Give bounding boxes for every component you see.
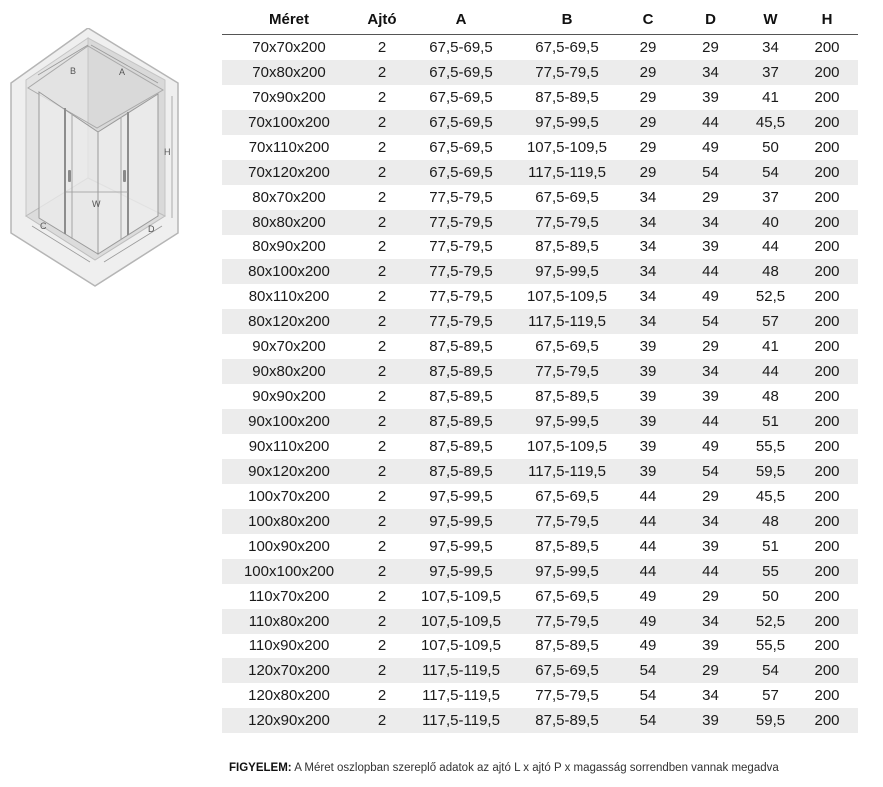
cell-w: 45,5	[755, 487, 786, 505]
cell-c: 29	[620, 110, 676, 135]
table-row	[222, 35, 858, 60]
cell-w: 54	[745, 160, 796, 185]
table-row	[222, 658, 858, 683]
cell-w: 41	[762, 88, 779, 106]
cell-door: 2	[377, 38, 387, 56]
cell-b: 107,5-109,5	[526, 437, 608, 455]
cell-h: 200	[814, 587, 840, 605]
footnote-text: A Méret oszlopban szereplő adatok az ajtó L x ajtó P x magasság sorrendben vannak megadva	[294, 762, 779, 774]
table-header-row	[222, 4, 858, 35]
cell-b: 67,5-69,5	[535, 38, 599, 56]
cell-door: 2	[377, 338, 387, 356]
cell-d: 34	[676, 210, 745, 235]
header-c: C	[642, 10, 654, 28]
cell-b: 77,5-79,5	[514, 509, 620, 534]
cell-a: 67,5-69,5	[429, 138, 493, 156]
cell-c: 29	[620, 60, 676, 85]
cell-size: 80x110x200	[248, 288, 330, 306]
cell-size: 80x100x200	[222, 259, 356, 284]
cell-door: 2	[356, 160, 408, 185]
cell-size: 100x100x200	[222, 559, 356, 584]
cell-c: 29	[620, 160, 676, 185]
table-row	[222, 609, 858, 634]
cell-h: 200	[796, 309, 858, 334]
cell-h: 200	[814, 487, 840, 505]
cell-a: 87,5-89,5	[408, 359, 514, 384]
cell-door: 2	[356, 658, 408, 683]
cell-w: 44	[762, 238, 779, 256]
header-a: A	[455, 10, 467, 28]
cell-d: 39	[702, 637, 719, 655]
footnote-label: FIGYELEM:	[229, 762, 292, 774]
cell-w: 55	[745, 559, 796, 584]
cell-w: 50	[762, 587, 779, 605]
cell-c: 39	[639, 388, 657, 406]
cell-b: 117,5-119,5	[514, 309, 620, 334]
cell-h: 200	[796, 210, 858, 235]
cell-w: 51	[762, 537, 779, 555]
cell-a: 67,5-69,5	[408, 110, 514, 135]
cell-size: 80x120x200	[222, 309, 356, 334]
header-h: H	[821, 10, 833, 28]
cell-size: 90x100x200	[222, 409, 356, 434]
table-row	[222, 359, 858, 384]
table-row	[222, 110, 858, 135]
size-spec-table	[222, 4, 858, 733]
cell-b: 77,5-79,5	[535, 687, 599, 705]
cell-c: 39	[620, 459, 676, 484]
cell-c: 54	[620, 658, 676, 683]
cell-h: 200	[814, 38, 840, 56]
cell-c: 54	[639, 687, 657, 705]
cell-h: 200	[796, 459, 858, 484]
table-row	[222, 509, 858, 534]
cell-w: 34	[762, 38, 779, 56]
cell-h: 200	[814, 188, 840, 206]
cell-a: 117,5-119,5	[408, 708, 514, 733]
cell-w: 59,5	[745, 708, 796, 733]
cell-d: 44	[676, 559, 745, 584]
cell-b: 67,5-69,5	[535, 487, 599, 505]
cell-a: 107,5-109,5	[408, 609, 514, 634]
cell-w: 50	[762, 138, 779, 156]
cell-c: 49	[639, 637, 657, 655]
cell-door: 2	[356, 559, 408, 584]
cell-door: 2	[377, 487, 387, 505]
cell-h: 200	[814, 437, 840, 455]
cell-b: 87,5-89,5	[535, 637, 599, 655]
table-row	[222, 259, 858, 284]
table-row	[222, 135, 858, 160]
table-row	[222, 160, 858, 185]
cell-a: 117,5-119,5	[422, 687, 500, 705]
cell-c: 29	[639, 88, 657, 106]
cell-d: 29	[702, 38, 719, 56]
table-body	[222, 35, 858, 734]
header-door: Ajtó	[367, 10, 397, 28]
cell-a: 87,5-89,5	[429, 437, 493, 455]
cell-a: 77,5-79,5	[408, 309, 514, 334]
cell-w: 37	[762, 188, 779, 206]
cell-c: 39	[620, 359, 676, 384]
table-row	[222, 85, 858, 110]
cell-a: 97,5-99,5	[429, 487, 493, 505]
cell-size: 100x80x200	[222, 509, 356, 534]
label-b: B	[70, 66, 77, 76]
table-row	[222, 60, 858, 85]
cell-d: 34	[676, 359, 745, 384]
cell-door: 2	[356, 60, 408, 85]
cell-d: 39	[702, 537, 719, 555]
cell-b: 67,5-69,5	[535, 338, 599, 356]
table-row	[222, 384, 858, 409]
table-row	[222, 210, 858, 235]
cell-c: 34	[620, 210, 676, 235]
handle-right-icon	[123, 170, 126, 182]
cell-h: 200	[796, 60, 858, 85]
cell-door: 2	[356, 359, 408, 384]
table-row	[222, 484, 858, 509]
cell-b: 97,5-99,5	[514, 110, 620, 135]
cell-door: 2	[377, 437, 387, 455]
cell-w: 45,5	[745, 110, 796, 135]
cell-door: 2	[377, 238, 387, 256]
handle-left-icon	[68, 170, 71, 182]
table-row	[222, 584, 858, 609]
cell-size: 70x110x200	[248, 138, 330, 156]
cell-a: 77,5-79,5	[408, 259, 514, 284]
cell-b: 97,5-99,5	[514, 259, 620, 284]
cell-h: 200	[814, 388, 840, 406]
cell-w: 52,5	[745, 609, 796, 634]
cell-size: 120x90x200	[222, 708, 356, 733]
cell-b: 87,5-89,5	[535, 238, 599, 256]
cell-h: 200	[796, 609, 858, 634]
header-size: Méret	[268, 10, 309, 28]
table-row	[222, 409, 858, 434]
cell-d: 54	[676, 160, 745, 185]
cell-d: 39	[702, 238, 719, 256]
table-row	[222, 708, 858, 733]
cell-size: 80x90x200	[252, 238, 326, 256]
cell-c: 39	[639, 437, 657, 455]
cell-a: 87,5-89,5	[408, 409, 514, 434]
cell-h: 200	[796, 359, 858, 384]
cell-a: 67,5-69,5	[429, 38, 493, 56]
cell-a: 117,5-119,5	[408, 658, 514, 683]
table-row	[222, 334, 858, 359]
cell-w: 59,5	[745, 459, 796, 484]
cell-door: 2	[356, 509, 408, 534]
cell-b: 107,5-109,5	[526, 138, 608, 156]
cell-size: 70x90x200	[252, 88, 326, 106]
cell-a: 67,5-69,5	[408, 60, 514, 85]
cell-c: 29	[639, 138, 657, 156]
cell-b: 67,5-69,5	[535, 587, 599, 605]
cell-c: 44	[620, 559, 676, 584]
cell-w: 57	[762, 687, 779, 705]
cell-d: 39	[676, 708, 745, 733]
cell-d: 54	[676, 459, 745, 484]
cell-b: 67,5-69,5	[514, 658, 620, 683]
cell-a: 97,5-99,5	[408, 509, 514, 534]
cell-a: 87,5-89,5	[429, 338, 493, 356]
cell-size: 90x80x200	[222, 359, 356, 384]
header-b: B	[561, 10, 573, 28]
cell-d: 44	[676, 409, 745, 434]
table-row	[222, 559, 858, 584]
label-d: D	[148, 224, 155, 234]
cell-b: 107,5-109,5	[526, 288, 608, 306]
cell-b: 77,5-79,5	[514, 60, 620, 85]
cell-door: 2	[377, 388, 387, 406]
cell-door: 2	[356, 259, 408, 284]
cell-d: 29	[702, 188, 719, 206]
table-row	[222, 284, 858, 309]
cell-a: 107,5-109,5	[420, 587, 502, 605]
cell-b: 77,5-79,5	[514, 210, 620, 235]
cell-door: 2	[356, 210, 408, 235]
cell-c: 34	[639, 188, 657, 206]
table-row	[222, 459, 858, 484]
cell-b: 87,5-89,5	[535, 537, 599, 555]
cell-h: 200	[796, 658, 858, 683]
label-h: H	[164, 147, 171, 157]
cell-b: 117,5-119,5	[514, 160, 620, 185]
cell-d: 34	[676, 609, 745, 634]
cell-size: 100x70x200	[248, 487, 330, 505]
cell-c: 44	[620, 509, 676, 534]
cell-c: 34	[639, 238, 657, 256]
cell-d: 29	[676, 658, 745, 683]
cell-size: 110x80x200	[222, 609, 356, 634]
cell-d: 39	[702, 88, 719, 106]
cell-a: 67,5-69,5	[408, 160, 514, 185]
cell-b: 87,5-89,5	[535, 388, 599, 406]
cell-w: 37	[745, 60, 796, 85]
cell-door: 2	[377, 637, 387, 655]
cell-door: 2	[377, 537, 387, 555]
cell-door: 2	[356, 409, 408, 434]
cell-size: 70x100x200	[222, 110, 356, 135]
cell-door: 2	[356, 459, 408, 484]
table-row	[222, 309, 858, 334]
cell-b: 97,5-99,5	[514, 409, 620, 434]
cell-size: 70x120x200	[222, 160, 356, 185]
cell-a: 77,5-79,5	[429, 288, 493, 306]
cell-h: 200	[814, 637, 840, 655]
cell-h: 200	[814, 537, 840, 555]
cell-c: 34	[620, 259, 676, 284]
cell-c: 49	[639, 587, 657, 605]
cell-door: 2	[356, 708, 408, 733]
cell-b: 67,5-69,5	[535, 188, 599, 206]
cell-door: 2	[377, 687, 387, 705]
cell-w: 41	[762, 338, 779, 356]
cell-door: 2	[356, 309, 408, 334]
cell-d: 49	[702, 138, 719, 156]
cell-size: 90x120x200	[222, 459, 356, 484]
cell-w: 55,5	[755, 437, 786, 455]
cell-d: 49	[702, 437, 719, 455]
cell-size: 110x70x200	[248, 587, 330, 605]
cell-size: 70x80x200	[222, 60, 356, 85]
cell-c: 39	[620, 409, 676, 434]
cell-w: 48	[745, 259, 796, 284]
cell-h: 200	[814, 138, 840, 156]
cell-b: 97,5-99,5	[514, 559, 620, 584]
cell-size: 80x80x200	[222, 210, 356, 235]
cell-d: 54	[676, 309, 745, 334]
label-a: A	[119, 67, 126, 77]
cell-w: 44	[745, 359, 796, 384]
cell-h: 200	[814, 288, 840, 306]
cell-size: 100x90x200	[248, 537, 330, 555]
cell-size: 120x70x200	[222, 658, 356, 683]
cell-a: 87,5-89,5	[429, 388, 493, 406]
cell-d: 34	[676, 509, 745, 534]
cell-h: 200	[796, 409, 858, 434]
cell-d: 44	[676, 110, 745, 135]
table-row	[222, 185, 858, 210]
cell-size: 90x70x200	[252, 338, 326, 356]
cell-a: 77,5-79,5	[429, 188, 493, 206]
table-row	[222, 683, 858, 708]
cell-door: 2	[377, 188, 387, 206]
cell-w: 48	[745, 509, 796, 534]
shower-dimension-diagram	[8, 28, 198, 290]
cell-w: 51	[745, 409, 796, 434]
table-row	[222, 534, 858, 559]
cell-d: 44	[676, 259, 745, 284]
cell-h: 200	[814, 338, 840, 356]
cell-a: 97,5-99,5	[408, 559, 514, 584]
cell-h: 200	[796, 110, 858, 135]
cell-b: 117,5-119,5	[514, 459, 620, 484]
header-d: D	[705, 10, 716, 28]
table-row	[222, 235, 858, 260]
cell-a: 107,5-109,5	[420, 637, 502, 655]
cell-d: 49	[702, 288, 719, 306]
cell-w: 48	[762, 388, 779, 406]
cell-c: 44	[639, 487, 657, 505]
label-w: W	[92, 199, 101, 209]
header-w: W	[763, 10, 778, 28]
cell-c: 39	[639, 338, 657, 356]
cell-door: 2	[377, 587, 387, 605]
cell-c: 29	[639, 38, 657, 56]
cell-w: 52,5	[755, 288, 786, 306]
cell-door: 2	[356, 609, 408, 634]
cell-size: 70x70x200	[252, 38, 326, 56]
cell-size: 80x70x200	[252, 188, 326, 206]
cell-size: 120x80x200	[248, 687, 330, 705]
cell-door: 2	[356, 110, 408, 135]
cell-door: 2	[377, 288, 387, 306]
cell-w: 54	[745, 658, 796, 683]
cell-door: 2	[377, 88, 387, 106]
cell-h: 200	[796, 259, 858, 284]
cell-c: 44	[639, 537, 657, 555]
cell-b: 77,5-79,5	[514, 609, 620, 634]
cell-w: 57	[745, 309, 796, 334]
cell-h: 200	[796, 559, 858, 584]
cell-a: 67,5-69,5	[429, 88, 493, 106]
cell-b: 87,5-89,5	[535, 88, 599, 106]
cell-d: 39	[702, 388, 719, 406]
cell-w: 55,5	[755, 637, 786, 655]
cell-c: 54	[620, 708, 676, 733]
cell-size: 110x90x200	[248, 637, 330, 655]
cell-h: 200	[796, 509, 858, 534]
cell-door: 2	[377, 138, 387, 156]
cell-b: 87,5-89,5	[514, 708, 620, 733]
footnote	[229, 762, 779, 774]
cell-size: 90x110x200	[248, 437, 330, 455]
table-row	[222, 434, 858, 459]
cell-d: 29	[702, 338, 719, 356]
cell-h: 200	[796, 708, 858, 733]
cell-w: 40	[745, 210, 796, 235]
cell-d: 29	[702, 587, 719, 605]
cell-size: 90x90x200	[252, 388, 326, 406]
cell-c: 49	[620, 609, 676, 634]
cell-h: 200	[814, 88, 840, 106]
cell-a: 77,5-79,5	[408, 210, 514, 235]
label-c: C	[40, 221, 47, 231]
cell-h: 200	[796, 160, 858, 185]
cell-a: 77,5-79,5	[429, 238, 493, 256]
cell-h: 200	[814, 238, 840, 256]
cell-d: 34	[676, 60, 745, 85]
table-row	[222, 634, 858, 659]
cell-d: 34	[702, 687, 719, 705]
cell-a: 87,5-89,5	[408, 459, 514, 484]
cell-a: 97,5-99,5	[429, 537, 493, 555]
cell-d: 29	[702, 487, 719, 505]
cell-c: 34	[639, 288, 657, 306]
cell-h: 200	[814, 687, 840, 705]
cell-c: 34	[620, 309, 676, 334]
cell-b: 77,5-79,5	[514, 359, 620, 384]
